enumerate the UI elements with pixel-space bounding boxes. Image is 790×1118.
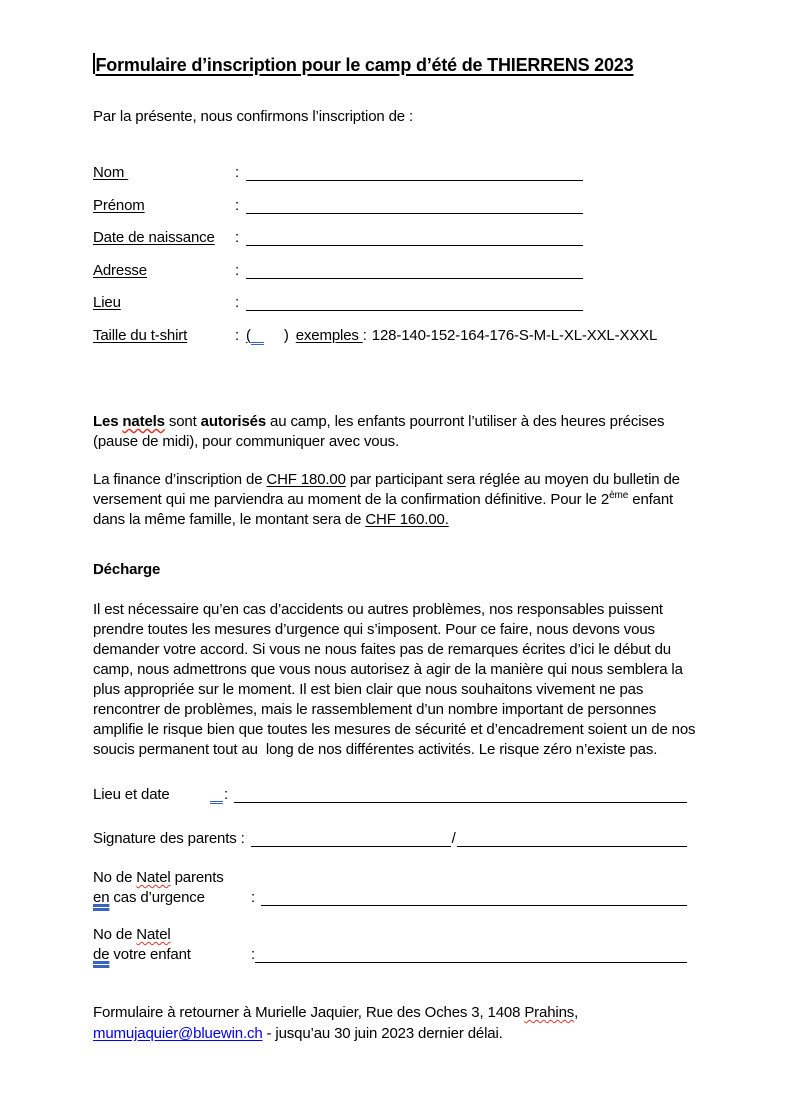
field-colon: :: [235, 196, 240, 214]
fill-in-line-prenom[interactable]: [246, 198, 583, 214]
urgence-label: [93, 888, 251, 908]
natel-child-block: [93, 924, 705, 965]
field-colon: :: [224, 786, 229, 803]
spellcheck-word-natels: natels: [122, 413, 165, 430]
footer-line1: [93, 1002, 705, 1023]
field-label-nom: Nom: [93, 164, 129, 181]
spellcheck-word-natel: Natel: [136, 869, 171, 886]
form-row-adresse: [93, 261, 705, 281]
lieu-date-label: Lieu et date: [93, 786, 170, 803]
field-colon: :: [235, 164, 240, 181]
grammar-mark-lieu-date: [210, 787, 223, 804]
enfant-label-rest: votre enfant: [109, 946, 191, 963]
field-colon: :: [362, 326, 367, 344]
lieu-date-row: [93, 785, 705, 805]
natel-parents-block: [93, 867, 705, 908]
page-title: Formulaire d’inscription pour le camp d’été de THIERRENS 2023: [95, 55, 634, 75]
superscript-eme: ème: [609, 490, 629, 501]
fill-in-line-signature-1[interactable]: [251, 831, 451, 847]
natels-rest-text: au camp, les enfants pourront l’utiliser à des heures précises (pause de midi), pour communiquer avec vous.: [93, 413, 665, 450]
fill-in-line-date-naissance[interactable]: [246, 230, 583, 246]
fill-in-line-natel-parents[interactable]: [261, 890, 687, 906]
form-row-nom: [93, 163, 705, 183]
natel-parents-text-2: parents: [170, 869, 224, 886]
footer: [93, 1002, 705, 1044]
text-cursor: [93, 53, 95, 74]
natel-child-line1: [93, 924, 705, 945]
natel-child-line2: [93, 945, 705, 965]
chf-160-amount: CHF 160.00.: [365, 511, 449, 528]
fill-in-line-nom[interactable]: [246, 165, 583, 181]
footer-text-1: Formulaire à retourner à Murielle Jaquier, Rue des Oches 3, 1408: [93, 1004, 525, 1021]
natel-child-text-1: No de: [93, 926, 137, 943]
fill-in-line-lieu[interactable]: [246, 295, 583, 311]
natel-parents-text-1: No de: [93, 869, 137, 886]
natels-mid-text: sont: [164, 413, 201, 430]
grammar-word-de: de: [93, 946, 110, 963]
spellcheck-word-prahins: Prahins: [524, 1004, 575, 1021]
fill-in-line-adresse[interactable]: [246, 263, 583, 279]
fill-in-line-lieu-date[interactable]: [234, 787, 687, 803]
footer-line2: [93, 1023, 705, 1044]
fill-in-line-natel-child[interactable]: [255, 947, 687, 963]
field-colon: :: [251, 889, 256, 906]
signature-row: [93, 829, 705, 849]
discharge-heading: Décharge: [93, 561, 161, 578]
footer-text-3: - jusqu’au 30 juin 2023 dernier délai.: [262, 1025, 503, 1042]
finance-text-3: enfant dans la même famille, le montant sera de: [93, 491, 674, 528]
field-colon: :: [235, 229, 240, 246]
tshirt-examples-label: exemples: [295, 326, 363, 344]
grammar-word-en: en: [93, 889, 110, 906]
natels-paragraph: [93, 412, 705, 452]
intro-text: Par la présente, nous confirmons l’inscription de :: [93, 108, 414, 125]
field-label-date-naissance: Date de naissance: [93, 229, 215, 246]
signature-slash: /: [451, 830, 456, 847]
form-row-date-naissance: [93, 228, 705, 248]
finance-paragraph: [93, 470, 705, 530]
form-row-lieu: [93, 293, 705, 313]
signature-label: Signature des parents: [93, 830, 237, 847]
natel-parents-line1: [93, 867, 705, 888]
natel-parents-line2: [93, 888, 705, 908]
field-colon: :: [235, 294, 240, 311]
field-colon: :: [235, 326, 240, 344]
bold-autorises: autorisés: [200, 413, 267, 430]
urgence-label-rest: cas d’urgence: [109, 889, 205, 906]
form-row-tshirt: [93, 326, 705, 346]
tshirt-sizes-list: 128-140-152-164-176-S-M-L-XL-XXL-XXXL: [371, 326, 658, 344]
footer-text-2: ,: [574, 1004, 579, 1021]
enfant-label: [93, 945, 251, 965]
field-label-prenom: Prénom: [93, 196, 145, 214]
email-link[interactable]: mumujaquier@bluewin.ch: [93, 1025, 263, 1042]
field-colon: :: [235, 261, 240, 279]
chf-180-amount: CHF 180.00: [266, 471, 346, 488]
field-label-tshirt: Taille du t-shirt: [93, 326, 188, 344]
bold-les: Les: [93, 413, 123, 430]
title-row: [93, 53, 705, 79]
fill-in-line-signature-2[interactable]: [457, 831, 687, 847]
field-label-adresse: Adresse: [93, 261, 147, 279]
discharge-paragraph: Il est nécessaire qu’en cas d’accidents ou autres problèmes, nos responsables puissent prendre toutes les mesures d’urgence qui s’imposent. Pour ce faire, nous devons vous demander votre accord. Si vous ne nous faites pas de remarques écrites d’ici le début du camp, nous admettrons que vous nous autorisez à agir de la manière qui nous semblera la plus appropriée sur le moment. Il est bien clair que nous souhaitons vivement ne pas rencontrer de problèmes, mais le rassemblement d’un nombre important de personnes amplifie le risque bien que toutes les mesures de sécurité et d’encadrement soient un de nos soucis permanent tout au long de nos différentes activités. Le risque zéro n’existe pas.: [93, 601, 700, 758]
field-label-lieu: Lieu: [93, 294, 121, 311]
tshirt-open-paren: (: [246, 326, 251, 344]
form-fields: [93, 163, 705, 358]
form-row-prenom: [93, 196, 705, 216]
grammar-mark-tshirt[interactable]: [251, 328, 264, 345]
spellcheck-word-natel-2: Natel: [136, 926, 171, 943]
field-colon: :: [240, 830, 245, 847]
tshirt-close-paren: ): [283, 326, 289, 344]
finance-text-2: par participant sera réglée au moyen du bulletin de versement qui me parviendra au moment de la confirmation définitive. Pour le 2: [93, 471, 680, 508]
finance-text-1: La finance d’inscription de: [93, 471, 267, 488]
field-colon: :: [251, 946, 256, 963]
